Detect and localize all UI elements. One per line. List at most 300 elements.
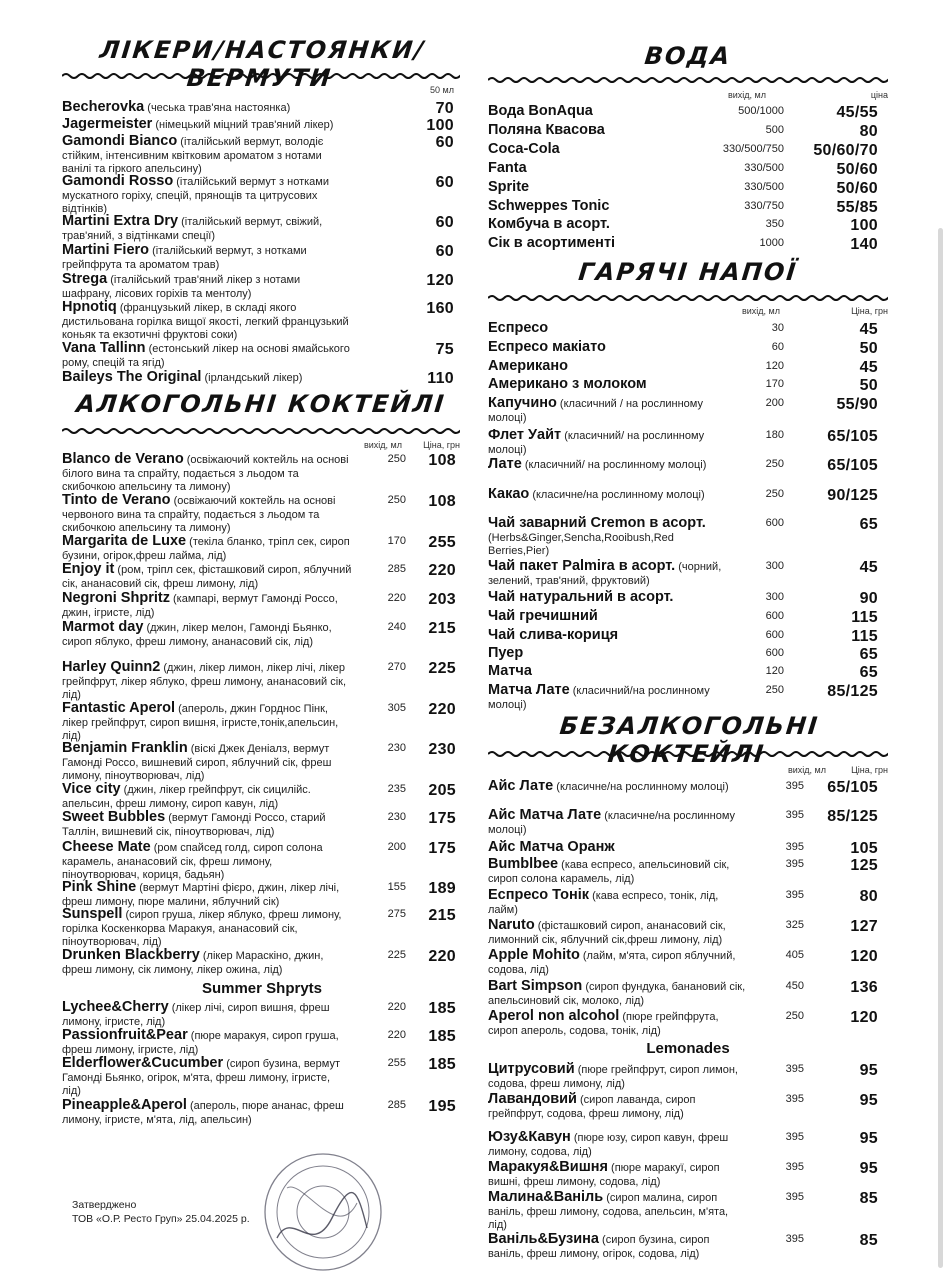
menu-item-price: 50: [859, 340, 878, 357]
soft-cocktails-title: БЕЗАЛКОГОЛЬНІ КОКТЕЙЛІ: [558, 712, 821, 768]
menu-item-description: (сироп груша, лікер яблуко, фреш лимону, горілка Коскенкорва Маракуя, ананасовий сік, піноутворювач, лід): [62, 909, 342, 948]
menu-item-description: (вермут Мартіні фієро, джин, лікер лічі, фреш лимону, пюре малини, яблучний сік): [62, 882, 340, 908]
menu-item-price: 215: [428, 907, 456, 924]
menu-item-description: (сироп бузина, вермут Гамонді Бьянко, огірок, м'ята, фреш лимону, ігристе, лід): [62, 1058, 340, 1097]
menu-item-text: [488, 359, 738, 374]
menu-item-volume: 500: [765, 124, 784, 136]
menu-item-volume: 395: [785, 1131, 804, 1143]
menu-item-volume: 395: [785, 1191, 804, 1203]
menu-item: [488, 559, 888, 587]
menu-item-name: Aperol non alcohol: [488, 1008, 620, 1024]
menu-item-volume: 450: [785, 980, 804, 992]
menu-item-name: Чай слива-кориця: [488, 627, 619, 643]
menu-item-name: Gamondi Rosso: [62, 173, 174, 189]
menu-item-text: [488, 609, 738, 624]
menu-item-description: (італійський трав'яний лікер з нотами шафрану, лісових горіхів та ментолу): [62, 274, 301, 300]
menu-item-volume: 300: [765, 560, 784, 572]
menu-item-price: 85/125: [827, 683, 878, 700]
menu-item: [62, 134, 460, 175]
price-header: Ціна, грн: [851, 765, 888, 775]
menu-item-name: Матча Лате: [488, 682, 570, 698]
menu-item-name: Чай гречишний: [488, 608, 598, 624]
menu-item: [488, 1130, 888, 1158]
menu-item-price: 50/60/70: [813, 142, 878, 159]
menu-item-volume: 305: [387, 702, 406, 714]
menu-item-name: Чай натуральний в асорт.: [488, 589, 674, 605]
menu-item-volume: 600: [765, 629, 784, 641]
menu-item-text: [488, 428, 738, 456]
menu-item-volume: 250: [765, 488, 784, 500]
menu-item-volume: 330/500/750: [722, 143, 784, 155]
menu-item: [62, 880, 460, 908]
menu-item-text: [488, 779, 748, 794]
menu-item-text: [62, 134, 352, 175]
menu-item: [488, 359, 888, 374]
menu-item-text: [62, 214, 352, 242]
menu-item: [488, 808, 888, 836]
menu-item-volume: 270: [387, 661, 406, 673]
menu-item: [488, 142, 888, 157]
menu-item-text: [62, 493, 352, 534]
menu-item: [488, 321, 888, 336]
menu-item: [488, 487, 888, 502]
menu-item: [488, 888, 888, 916]
menu-item-name: Матча: [488, 663, 532, 679]
menu-item-price: 108: [428, 452, 456, 469]
menu-item-volume: 255: [387, 1057, 406, 1069]
menu-item-description: (лікер Мараскіно, джин, фреш лимону, сік лимону, лікер ожина, лід): [62, 950, 324, 976]
menu-item: [62, 701, 460, 742]
menu-item-name: Becherovka: [62, 99, 145, 115]
menu-item: [488, 1092, 888, 1120]
menu-item: [62, 341, 460, 369]
menu-item: [62, 591, 460, 619]
menu-item-text: [488, 857, 748, 885]
menu-item-price: 65: [859, 516, 878, 533]
menu-item-price: 220: [428, 948, 456, 965]
menu-item-name: Bumblbee: [488, 856, 559, 872]
menu-item-name: Drunken Blackberry: [62, 947, 200, 963]
menu-item-name: Apple Mohito: [488, 947, 580, 963]
menu-item-description: (італійський вермут, володіє стійким, інтенсивним квітковим ароматом з нотами ванілі та гіркого апельсину): [62, 136, 324, 175]
menu-item-description: (німецький міцний трав'яний лікер): [152, 119, 334, 131]
menu-item-name: Strega: [62, 271, 108, 287]
menu-item-volume: 30: [771, 322, 784, 334]
alcohol-cocktails-title: АЛКОГОЛЬНІ КОКТЕЙЛІ: [74, 390, 448, 418]
menu-item-price: 85: [859, 1190, 878, 1207]
menu-item-name: Комбуча в асорт.: [488, 216, 610, 232]
menu-item-description: (джин, лікер мелон, Гамонді Бьянко, сироп яблуко, фреш лимону, ананасовий сік, лід): [62, 622, 332, 648]
menu-item-description: (кава еспресо, тонік, лід, лайм): [488, 890, 719, 916]
menu-item-name: Schweppes Tonic: [488, 198, 610, 214]
menu-item: [488, 840, 888, 855]
menu-item-price: 230: [428, 741, 456, 758]
menu-item-price: 120: [426, 272, 454, 289]
menu-item-name: Лате: [488, 456, 522, 472]
menu-item-name: Пуер: [488, 645, 524, 661]
menu-item: [62, 452, 460, 493]
menu-item-text: [488, 377, 738, 392]
menu-item-description: (класичний/ на рослинному молоці): [488, 430, 705, 456]
menu-item-volume: 250: [387, 494, 406, 506]
lemonades-title: Lemonades: [646, 1040, 730, 1057]
menu-item-name: Fanta: [488, 160, 527, 176]
menu-item-name: Margarita de Luxe: [62, 533, 187, 549]
menu-item-name: Naruto: [488, 917, 535, 933]
menu-item: [62, 1098, 460, 1126]
menu-item: [488, 377, 888, 392]
section-divider: [488, 748, 888, 760]
menu-item-name: Harley Quinn2: [62, 659, 161, 675]
menu-item-name: Американо: [488, 358, 568, 374]
menu-item-price: 65/105: [827, 779, 878, 796]
menu-item-description: (класичний/на рослинному молоці): [488, 685, 710, 711]
menu-item: [62, 1000, 460, 1028]
menu-item-description: (лікер лічі, сироп вишня, фреш лимону, ігристе, лід): [62, 1002, 330, 1028]
menu-item-text: [488, 1092, 748, 1120]
menu-item-name: Айс Матча Лате: [488, 807, 602, 823]
menu-item-price: 185: [428, 1000, 456, 1017]
menu-item-volume: 250: [387, 453, 406, 465]
menu-item-volume: 600: [765, 647, 784, 659]
menu-item-volume: 170: [765, 378, 784, 390]
menu-item-name: Лавандовий: [488, 1091, 577, 1107]
menu-item-price: 50/60: [836, 180, 878, 197]
menu-item-description: (сироп фундука, банановий сік, апельсиновий сік, молоко, лід): [488, 981, 746, 1007]
menu-item-price: 45/55: [836, 104, 878, 121]
menu-item-price: 203: [428, 591, 456, 608]
menu-item: [488, 779, 888, 794]
menu-item-name: Coca-Cola: [488, 141, 560, 157]
menu-item-price: 60: [435, 243, 454, 260]
menu-item-price: 60: [435, 174, 454, 191]
menu-item-name: Martini Extra Dry: [62, 213, 179, 229]
menu-item-price: 50: [859, 377, 878, 394]
menu-item-description: (фісташковий сироп, ананасовий сік, лимонний сік, яблучний сік,фреш лимону, лід): [488, 920, 726, 946]
menu-item-name: Pineapple&Aperol: [62, 1097, 187, 1113]
volume-header: вихід, мл: [364, 440, 402, 450]
menu-item-name: Какао: [488, 486, 530, 502]
menu-item-volume: 155: [387, 881, 406, 893]
menu-item-price: 100: [426, 117, 454, 134]
menu-item-description: (сироп бузина, сироп ваніль, фреш лимону, огірок, содова, лід): [488, 1234, 710, 1260]
menu-item-description: (класичне/на рослинному молоці): [529, 489, 705, 501]
menu-item-description: (апероль, джин Горднос Пінк, лікер грейпфрут, сироп вишня, ігристе,тонік,апельсин, лід): [62, 703, 339, 742]
volume-header: 50 мл: [430, 85, 454, 95]
menu-item-volume: 330/750: [744, 200, 784, 212]
menu-item: [62, 370, 460, 385]
menu-item-text: [488, 487, 738, 502]
menu-item-volume: 220: [387, 1029, 406, 1041]
menu-item-description: (класичний/ на рослинному молоці): [521, 459, 707, 471]
menu-item: [488, 1160, 888, 1188]
menu-item-volume: 180: [765, 429, 784, 441]
menu-item-volume: 225: [387, 949, 406, 961]
menu-item: [62, 562, 460, 590]
menu-item: [488, 1232, 888, 1260]
menu-item-name: Jagermeister: [62, 116, 153, 132]
menu-item: [488, 1062, 888, 1090]
menu-item-price: 85: [859, 1232, 878, 1249]
menu-item-text: [62, 100, 352, 115]
menu-item-name: Martini Fiero: [62, 242, 150, 258]
menu-item-price: 60: [435, 214, 454, 231]
menu-item-price: 125: [850, 857, 878, 874]
menu-item-price: 65: [859, 664, 878, 681]
menu-item-text: [62, 341, 352, 369]
menu-item-name: Bart Simpson: [488, 978, 583, 994]
menu-item: [488, 340, 888, 355]
menu-item-text: [62, 1098, 352, 1126]
menu-item-description: (класичне/на рослинному молоці): [553, 781, 729, 793]
menu-item-price: 95: [859, 1062, 878, 1079]
menu-item: [488, 918, 888, 946]
menu-item-price: 45: [859, 559, 878, 576]
menu-item-volume: 170: [387, 535, 406, 547]
menu-item-volume: 250: [765, 684, 784, 696]
menu-item-price: 90/125: [827, 487, 878, 504]
menu-item-price: 175: [428, 810, 456, 827]
menu-item-description: (вермут Гамонді Россо, старий Таллін, вишневий сік, піноутворювач, лід): [62, 812, 326, 838]
menu-item-name: Вода BonAqua: [488, 103, 593, 119]
menu-item: [62, 660, 460, 701]
menu-item-name: Чай заварний Cremon в асорт.: [488, 515, 706, 531]
menu-item-volume: 120: [765, 665, 784, 677]
menu-item-price: 160: [426, 300, 454, 317]
menu-item: [62, 174, 460, 215]
menu-item-text: [62, 272, 352, 300]
menu-item: [488, 609, 888, 624]
menu-item-price: 115: [851, 609, 878, 626]
menu-item: [488, 217, 888, 232]
menu-item-name: Капучино: [488, 395, 557, 411]
menu-item: [488, 104, 888, 119]
menu-item-volume: 220: [387, 592, 406, 604]
menu-item-description: (освіжаючий коктейль на основі білого вина та спрайту, подається з льодом та скибочкою апельсину та лимону): [62, 454, 349, 493]
menu-item-price: 120: [850, 1009, 878, 1026]
menu-item-text: [488, 396, 738, 424]
menu-item-description: (джин, лікер грейпфрут, сік сицилійс. апельсин, фреш лимону, сироп кавун, лід): [62, 784, 311, 810]
menu-item-text: [62, 174, 352, 215]
menu-item-text: [62, 1056, 352, 1097]
page-scrollbar[interactable]: [938, 228, 943, 1268]
menu-item: [488, 516, 888, 557]
menu-item-text: [488, 840, 748, 855]
menu-item: [62, 1028, 460, 1056]
menu-item-price: 120: [850, 948, 878, 965]
menu-item-description: (сироп малина, сироп ваніль, фреш лимону, содова, апельсин, м'ята, лід): [488, 1192, 729, 1231]
menu-item-text: [62, 701, 352, 742]
water-title: ВОДА: [643, 42, 733, 70]
section-divider: [62, 425, 460, 437]
menu-item: [62, 840, 460, 881]
menu-item-text: [488, 559, 738, 587]
menu-item-description: (ром спайсед голд, сироп солона карамель, ананасовий сік, фреш лимону, піноутворювач, кориця, бадьян): [62, 842, 323, 881]
menu-item-name: Cheese Mate: [62, 839, 151, 855]
menu-item-price: 255: [428, 534, 456, 551]
menu-item: [488, 123, 888, 138]
menu-item: [62, 534, 460, 562]
menu-item-price: 75: [435, 341, 454, 358]
menu-item-price: 70: [435, 100, 454, 117]
section-divider: [488, 292, 888, 304]
menu-item-price: 85/125: [827, 808, 878, 825]
menu-item-price: 225: [428, 660, 456, 677]
menu-item-volume: 395: [785, 1161, 804, 1173]
menu-item-text: [488, 628, 738, 643]
menu-item: [62, 810, 460, 838]
menu-item-price: 80: [859, 123, 878, 140]
menu-item-volume: 395: [785, 1093, 804, 1105]
approval-line-1: Затверджено: [72, 1199, 137, 1211]
menu-item-price: 100: [850, 217, 878, 234]
menu-item: [488, 979, 888, 1007]
menu-item-text: [62, 300, 352, 341]
menu-item-volume: 285: [387, 563, 406, 575]
menu-item-text: [488, 1232, 748, 1260]
menu-item-volume: 350: [765, 218, 784, 230]
menu-item-volume: 500/1000: [738, 105, 784, 117]
menu-item-price: 60: [435, 134, 454, 151]
menu-item-name: Sweet Bubbles: [62, 809, 166, 825]
menu-item-name: Sunspell: [62, 906, 123, 922]
menu-item-volume: 235: [387, 783, 406, 795]
menu-item-volume: 395: [785, 841, 804, 853]
menu-item-price: 195: [428, 1098, 456, 1115]
menu-item: [62, 1056, 460, 1097]
menu-item-price: 205: [428, 782, 456, 799]
menu-item-text: [62, 741, 352, 782]
menu-item-price: 140: [850, 236, 878, 253]
menu-item-name: Флет Уайт: [488, 427, 562, 443]
menu-item-price: 95: [859, 1092, 878, 1109]
menu-item-name: Fantastic Aperol: [62, 700, 176, 716]
menu-item-price: 50/60: [836, 161, 878, 178]
menu-item-name: Negroni Shpritz: [62, 590, 170, 606]
menu-item-volume: 395: [785, 889, 804, 901]
menu-item: [62, 243, 460, 271]
menu-item-text: [62, 880, 352, 908]
menu-item-text: [62, 840, 352, 881]
menu-item-price: 90: [859, 590, 878, 607]
section-divider: [488, 74, 888, 86]
menu-item-text: [62, 452, 352, 493]
menu-item-name: Pink Shine: [62, 879, 137, 895]
menu-item-text: [488, 590, 738, 605]
menu-item-text: [488, 948, 748, 976]
menu-item: [62, 493, 460, 534]
menu-item-price: 105: [850, 840, 878, 857]
menu-item: [488, 590, 888, 605]
menu-item-description: (пюре маракуї, сироп вишні, фреш лимону, содова, лід): [488, 1162, 720, 1188]
menu-item: [62, 948, 460, 976]
menu-item-text: [488, 457, 738, 472]
menu-item-description: (Herbs&Ginger,Sencha,Rooibush,Red Berries,Pier): [488, 532, 674, 557]
menu-item-name: Sprite: [488, 179, 530, 195]
menu-item-description: (кава еспресо, апельсиновий сік, сироп солона карамель, лід): [488, 859, 730, 885]
menu-item-text: [488, 340, 738, 355]
menu-item-text: [62, 907, 352, 948]
menu-item: [62, 214, 460, 242]
menu-item: [62, 300, 460, 341]
menu-item: [488, 199, 888, 214]
menu-item-text: [62, 948, 352, 976]
approval-note: [72, 1198, 250, 1226]
menu-item-name: Hpnotiq: [62, 299, 117, 315]
menu-item-name: Юзу&Кавун: [488, 1129, 571, 1145]
summer-shpryts-title: Summer Shpryts: [201, 980, 323, 997]
menu-item-text: [488, 516, 738, 557]
menu-item-text: [488, 1160, 748, 1188]
menu-item-text: [488, 808, 748, 836]
menu-item-volume: 395: [785, 1233, 804, 1245]
menu-item-name: Еспресо Тонік: [488, 887, 590, 903]
menu-item-volume: 120: [765, 360, 784, 372]
menu-item-text: [488, 664, 738, 679]
menu-item: [62, 741, 460, 782]
menu-item-price: 55/90: [836, 396, 878, 413]
menu-item-description: (класичний / на рослинному молоці): [488, 398, 703, 424]
menu-item-description: (естонський лікер на основі ямайського рому, спецій та ягід): [62, 343, 350, 369]
menu-item: [488, 180, 888, 195]
menu-item-volume: 405: [785, 949, 804, 961]
menu-item-name: Ваніль&Бузина: [488, 1231, 599, 1247]
volume-header: вихід, мл: [742, 306, 780, 316]
menu-item-volume: 275: [387, 908, 406, 920]
menu-item-description: (італійський вермут, з нотками грейпфрута та ароматом трав): [62, 245, 307, 271]
menu-item-price: 127: [850, 918, 878, 935]
menu-item-text: [488, 321, 738, 336]
menu-item-name: Vice city: [62, 781, 121, 797]
menu-item-name: Blanco de Verano: [62, 451, 184, 467]
menu-item-text: [62, 562, 352, 590]
liqueurs-title: ЛІКЕРИ/НАСТОЯНКИ/ВЕРМУТИ: [98, 36, 427, 92]
menu-item: [488, 1190, 888, 1231]
menu-item-volume: 285: [387, 1099, 406, 1111]
menu-item-volume: 395: [785, 858, 804, 870]
menu-item-description: (пюре юзу, сироп кавун, фреш лимону, содова, лід): [488, 1132, 729, 1158]
menu-item: [488, 396, 888, 424]
menu-item-price: 175: [428, 840, 456, 857]
menu-item-name: Айс Матча Оранж: [488, 839, 615, 855]
menu-item-description: (кампарі, вермут Гамонді Россо, джин, ігристе, лід): [62, 593, 338, 619]
menu-item-price: 65/105: [827, 428, 878, 445]
menu-item-volume: 600: [765, 610, 784, 622]
menu-item: [62, 100, 460, 115]
menu-item-price: 185: [428, 1056, 456, 1073]
menu-item-price: 136: [850, 979, 878, 996]
menu-item-text: [488, 979, 748, 1007]
menu-item-name: Lychee&Cherry: [62, 999, 169, 1015]
menu-item-volume: 395: [785, 1063, 804, 1075]
menu-item-price: 95: [859, 1130, 878, 1147]
menu-item-volume: 220: [387, 1001, 406, 1013]
menu-item-description: (пюре грейпфрут, сироп лимон, содова, фреш лимону, лід): [488, 1064, 738, 1090]
menu-item-price: 215: [428, 620, 456, 637]
volume-header: вихід, мл: [728, 90, 766, 100]
menu-item-name: Еспресо макіато: [488, 339, 606, 355]
menu-item-description: (освіжаючий коктейль на основі червоного вина та спрайту, подається з льодом та скибочкою апельсину та лимону): [62, 495, 336, 534]
menu-item: [488, 857, 888, 885]
menu-item-name: Passionfruit&Pear: [62, 1027, 188, 1043]
menu-item-text: [488, 1009, 748, 1037]
menu-item: [488, 457, 888, 472]
menu-item-price: 220: [428, 701, 456, 718]
menu-item-description: (італійський вермут, свіжий, трав'яний, з відтінками спеції): [62, 216, 323, 242]
menu-item-price: 45: [859, 359, 878, 376]
menu-item-name: Vana Tallinn: [62, 340, 146, 356]
menu-item-description: (сироп лаванда, сироп грейпфрут, содова, фреш лимону, лід): [488, 1094, 696, 1120]
